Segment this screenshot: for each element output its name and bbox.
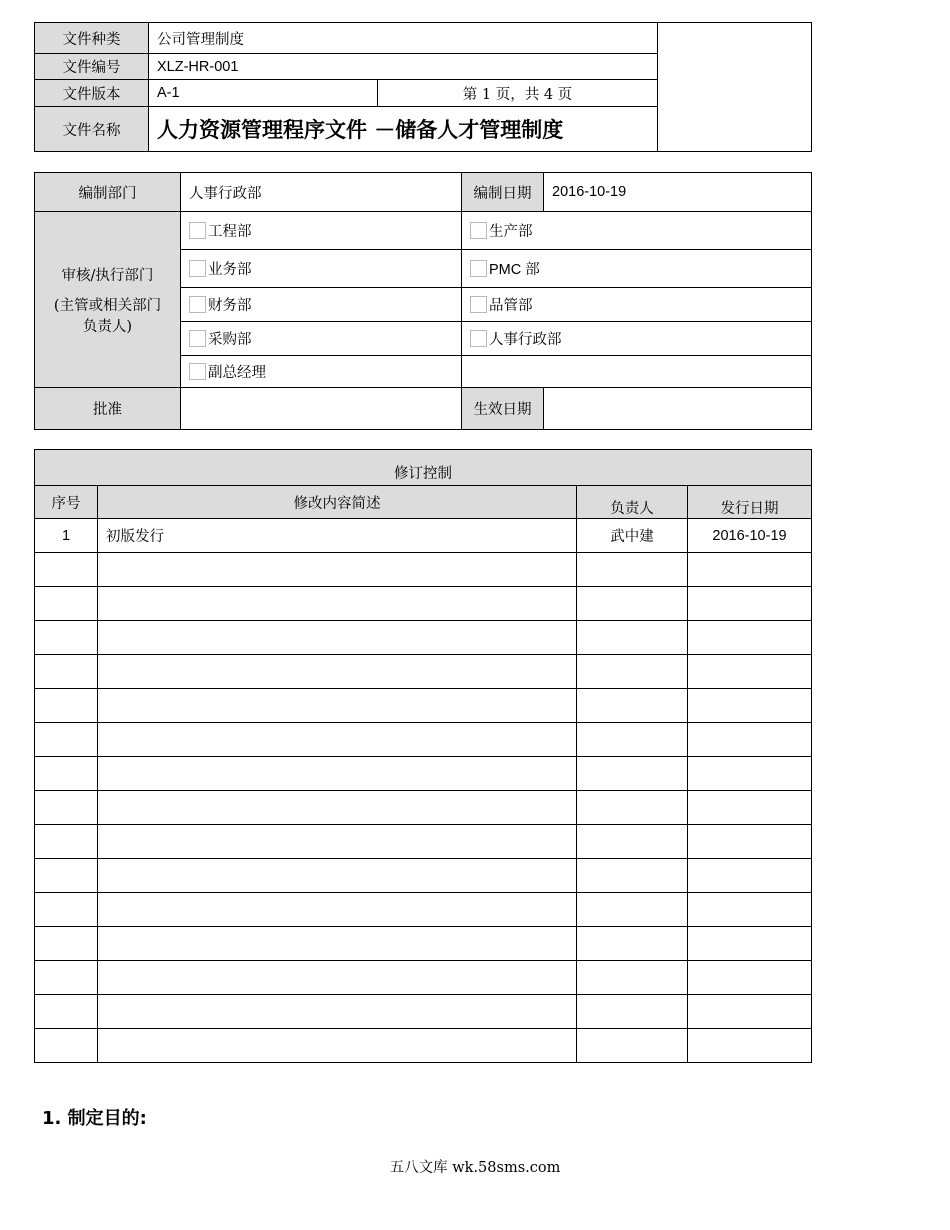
table-cell bbox=[688, 825, 812, 859]
dept-checkbox-item[interactable] bbox=[181, 250, 462, 288]
dept-label: 编制部门 bbox=[35, 173, 181, 212]
type-value: 公司管理制度 bbox=[149, 23, 658, 54]
table-row bbox=[35, 1029, 812, 1063]
checkbox-label: 生产部 bbox=[489, 224, 533, 240]
table-cell bbox=[98, 893, 577, 927]
table-row bbox=[35, 587, 812, 621]
table-cell bbox=[35, 1029, 98, 1063]
checkbox[interactable] bbox=[470, 222, 487, 239]
table-cell bbox=[688, 791, 812, 825]
column-header: 修改内容简述 bbox=[98, 486, 577, 519]
review-label bbox=[35, 212, 181, 388]
checkbox[interactable] bbox=[189, 222, 206, 239]
approve-value[interactable] bbox=[181, 388, 462, 430]
table-row bbox=[35, 723, 812, 757]
dept-checkbox-item[interactable] bbox=[181, 288, 462, 322]
table-cell bbox=[577, 621, 688, 655]
dept-checkbox-item[interactable] bbox=[462, 288, 812, 322]
table-cell bbox=[577, 723, 688, 757]
table-cell bbox=[98, 927, 577, 961]
table-cell bbox=[35, 927, 98, 961]
table-cell bbox=[577, 927, 688, 961]
table-row bbox=[35, 859, 812, 893]
table-cell: 1 bbox=[35, 519, 98, 553]
review-label-line3: 负责人) bbox=[82, 318, 133, 335]
effective-value[interactable] bbox=[544, 388, 812, 430]
table-cell bbox=[35, 757, 98, 791]
table-cell bbox=[688, 995, 812, 1029]
dept-checkbox-item[interactable] bbox=[462, 250, 812, 288]
page-info: 第 1 页，共 4 页 bbox=[378, 80, 658, 107]
table-cell: 2016-10-19 bbox=[688, 519, 812, 553]
table-cell bbox=[577, 757, 688, 791]
date-label: 编制日期 bbox=[462, 173, 544, 212]
table-cell bbox=[688, 655, 812, 689]
checkbox-label: 品管部 bbox=[489, 298, 533, 314]
table-cell bbox=[35, 621, 98, 655]
table-cell bbox=[577, 995, 688, 1029]
checkbox[interactable] bbox=[189, 296, 206, 313]
dept-checkbox-item[interactable] bbox=[181, 356, 462, 388]
checkbox[interactable] bbox=[470, 260, 487, 277]
logo-area bbox=[658, 23, 812, 152]
type-label: 文件种类 bbox=[35, 23, 149, 54]
table-cell bbox=[35, 893, 98, 927]
table-cell bbox=[98, 723, 577, 757]
dept-value: 人事行政部 bbox=[181, 173, 462, 212]
column-header: 负责人 bbox=[577, 486, 688, 519]
code-value: XLZ-HR-001 bbox=[149, 54, 658, 80]
table-cell bbox=[688, 689, 812, 723]
table-cell bbox=[98, 961, 577, 995]
document-header-table bbox=[34, 22, 812, 152]
checkbox-label: 副总经理 bbox=[208, 365, 266, 381]
table-cell bbox=[688, 757, 812, 791]
checkbox[interactable] bbox=[470, 330, 487, 347]
column-header: 序号 bbox=[35, 486, 98, 519]
column-header: 发行日期 bbox=[688, 486, 812, 519]
table-cell bbox=[688, 859, 812, 893]
checkbox-label: 人事行政部 bbox=[489, 332, 562, 348]
table-cell bbox=[577, 893, 688, 927]
revision-body bbox=[35, 519, 812, 1063]
checkbox-label: 采购部 bbox=[208, 332, 252, 348]
checkbox-label: 工程部 bbox=[208, 224, 252, 240]
checkbox[interactable] bbox=[189, 260, 206, 277]
table-row bbox=[35, 655, 812, 689]
review-label-line1: 审核/执行部门 bbox=[61, 267, 154, 284]
table-row bbox=[35, 825, 812, 859]
table-cell bbox=[35, 825, 98, 859]
table-cell bbox=[688, 553, 812, 587]
empty-cell bbox=[462, 356, 812, 388]
table-cell bbox=[688, 723, 812, 757]
table-cell: 初版发行 bbox=[98, 519, 577, 553]
table-cell bbox=[98, 689, 577, 723]
table-cell bbox=[35, 689, 98, 723]
effective-label: 生效日期 bbox=[462, 388, 544, 430]
table-row bbox=[35, 519, 812, 553]
revision-table bbox=[34, 449, 812, 1063]
table-row bbox=[35, 757, 812, 791]
table-cell bbox=[577, 791, 688, 825]
dept-checkbox-item[interactable] bbox=[181, 322, 462, 356]
checkbox-label: PMC 部 bbox=[489, 262, 540, 278]
document-title: 人力资源管理程序文件 －储备人才管理制度 bbox=[149, 107, 658, 152]
table-cell bbox=[577, 961, 688, 995]
table-cell bbox=[98, 1029, 577, 1063]
name-label: 文件名称 bbox=[35, 107, 149, 152]
table-cell bbox=[98, 859, 577, 893]
footer-watermark: 五八文库 wk.58sms.com bbox=[389, 1160, 561, 1176]
checkbox[interactable] bbox=[189, 363, 206, 380]
table-cell bbox=[577, 825, 688, 859]
table-cell bbox=[688, 1029, 812, 1063]
table-cell bbox=[35, 723, 98, 757]
table-cell bbox=[577, 587, 688, 621]
table-cell bbox=[35, 587, 98, 621]
approval-table bbox=[34, 172, 812, 430]
table-cell bbox=[98, 791, 577, 825]
table-cell bbox=[577, 689, 688, 723]
dept-checkbox-item[interactable] bbox=[181, 212, 462, 250]
table-cell bbox=[577, 859, 688, 893]
table-cell bbox=[98, 655, 577, 689]
table-row bbox=[35, 689, 812, 723]
checkbox-label: 财务部 bbox=[208, 298, 252, 314]
table-cell bbox=[688, 621, 812, 655]
table-cell bbox=[35, 791, 98, 825]
table-cell bbox=[98, 995, 577, 1029]
review-label-line2: (主管或相关部门 bbox=[53, 297, 162, 314]
table-cell bbox=[688, 961, 812, 995]
table-cell bbox=[688, 587, 812, 621]
revision-header-row bbox=[35, 486, 812, 519]
approve-label: 批准 bbox=[35, 388, 181, 430]
table-cell bbox=[577, 655, 688, 689]
checkbox[interactable] bbox=[189, 330, 206, 347]
table-cell bbox=[98, 553, 577, 587]
table-row bbox=[35, 621, 812, 655]
version-label: 文件版本 bbox=[35, 80, 149, 107]
table-cell bbox=[98, 757, 577, 791]
table-cell bbox=[98, 587, 577, 621]
version-value: A-1 bbox=[149, 80, 378, 107]
table-row bbox=[35, 927, 812, 961]
checkbox[interactable] bbox=[470, 296, 487, 313]
table-cell bbox=[577, 1029, 688, 1063]
table-cell bbox=[35, 655, 98, 689]
dept-checkbox-item[interactable] bbox=[462, 322, 812, 356]
table-row bbox=[35, 553, 812, 587]
dept-checkbox-item[interactable] bbox=[462, 212, 812, 250]
table-cell bbox=[35, 961, 98, 995]
table-row bbox=[35, 893, 812, 927]
table-cell bbox=[98, 621, 577, 655]
revision-title: 修订控制 bbox=[35, 450, 812, 486]
table-row bbox=[35, 995, 812, 1029]
table-cell bbox=[688, 927, 812, 961]
table-cell bbox=[688, 893, 812, 927]
table-cell bbox=[35, 859, 98, 893]
checkbox-label: 业务部 bbox=[208, 262, 252, 278]
date-value: 2016-10-19 bbox=[544, 173, 812, 212]
table-row bbox=[35, 791, 812, 825]
section-heading: 1. 制定目的: bbox=[42, 1108, 147, 1129]
code-label: 文件编号 bbox=[35, 54, 149, 80]
table-cell: 武中建 bbox=[577, 519, 688, 553]
table-cell bbox=[35, 995, 98, 1029]
table-cell bbox=[98, 825, 577, 859]
table-cell bbox=[577, 553, 688, 587]
table-cell bbox=[35, 553, 98, 587]
table-row bbox=[35, 961, 812, 995]
